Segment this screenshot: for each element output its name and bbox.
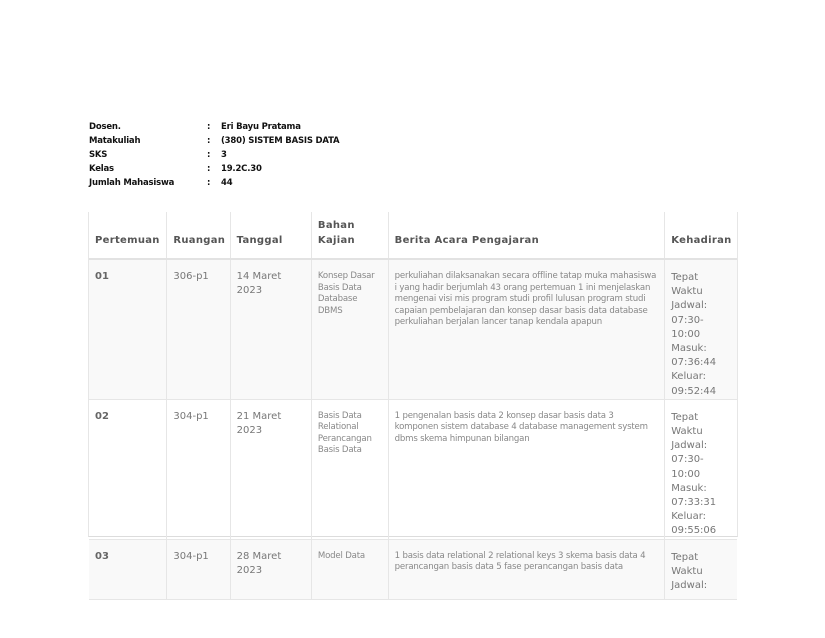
cell-kehadiran: Tepat Waktu Jadwal: 07:30-10:00 Masuk: 07:33:31 Keluar: 09:55:06 [671, 411, 717, 537]
table-row [89, 259, 737, 399]
info-separator: : [207, 150, 211, 160]
info-separator: : [207, 164, 211, 174]
cell-pertemuan: 02 [89, 399, 167, 539]
header-tanggal: Tanggal [230, 212, 311, 259]
cell-berita-acara: perkuliahan dilaksanakan secara offline tatap muka mahasiswa i yang hadir berjumlah 43 orang pertemuan 1 ini menjelaskan mengenai visi mis program studi profil lulusan program studi capaian pembelajaran dan konsep dasar basis data database perkuliahan berjalan lancer tanap kendala apapun [388, 259, 665, 399]
cell-bahan-kajian: Konsep Dasar Basis Data Database DBMS [311, 259, 388, 399]
cell-pertemuan: 01 [89, 259, 167, 399]
info-label: SKS [89, 150, 108, 160]
course-info [89, 120, 339, 190]
attendance-table-container [88, 212, 738, 592]
info-label: Kelas [89, 164, 114, 174]
cell-bahan-kajian: Model Data [311, 539, 388, 599]
info-label: Jumlah Mahasiswa [89, 178, 175, 188]
cell-kehadiran: Tepat Waktu Jadwal: [665, 539, 737, 599]
header-kehadiran: Kehadiran [671, 235, 732, 246]
info-separator: : [207, 136, 211, 146]
header-pertemuan: Pertemuan [89, 212, 167, 259]
cell-berita-acara: 1 basis data relational 2 relational keys 3 skema basis data 4 perancangan basis data 5 fase perancangan basis data [388, 539, 665, 599]
info-value: 44 [221, 178, 233, 188]
cell-tanggal: 28 Maret 2023 [230, 539, 311, 599]
info-row-sks [89, 148, 339, 162]
attendance-table [89, 212, 737, 600]
cell-bahan-kajian: Basis Data Relational Perancangan Basis Data [311, 399, 388, 539]
table-row [89, 539, 737, 599]
cell-pertemuan: 03 [89, 539, 167, 599]
header-berita-acara: Berita Acara Pengajaran [388, 212, 665, 259]
header-ruangan: Ruangan [167, 212, 230, 259]
info-row-dosen [89, 120, 339, 134]
table-row [89, 399, 737, 539]
header-bahan-kajian: Bahan Kajian [311, 212, 388, 259]
info-value: Eri Bayu Pratama [221, 122, 301, 132]
info-row-matakuliah [89, 134, 339, 148]
table-header-row [89, 212, 737, 259]
info-separator: : [207, 178, 211, 188]
cell-tanggal: 14 Maret 2023 [230, 259, 311, 399]
info-value: 3 [221, 150, 227, 160]
cell-kehadiran: Tepat Waktu Jadwal: 07:30-10:00 Masuk: 07:36:44 Keluar: 09:52:44 [665, 259, 737, 399]
info-value: (380) SISTEM BASIS DATA [221, 136, 340, 146]
cell-ruangan: 304-p1 [167, 539, 230, 599]
info-row-jumlah-mahasiswa [89, 176, 339, 190]
info-label: Dosen. [89, 122, 121, 132]
cell-ruangan: 306-p1 [167, 259, 230, 399]
cell-tanggal: 21 Maret 2023 [230, 399, 311, 539]
info-separator: : [207, 122, 211, 132]
info-label: Matakuliah [89, 136, 141, 146]
cell-berita-acara: 1 pengenalan basis data 2 konsep dasar basis data 3 komponen sistem database 4 database management system dbms skema himpunan bilangan [388, 399, 665, 539]
info-value: 19.2C.30 [221, 164, 262, 174]
cell-ruangan: 304-p1 [167, 399, 230, 539]
info-row-kelas [89, 162, 339, 176]
